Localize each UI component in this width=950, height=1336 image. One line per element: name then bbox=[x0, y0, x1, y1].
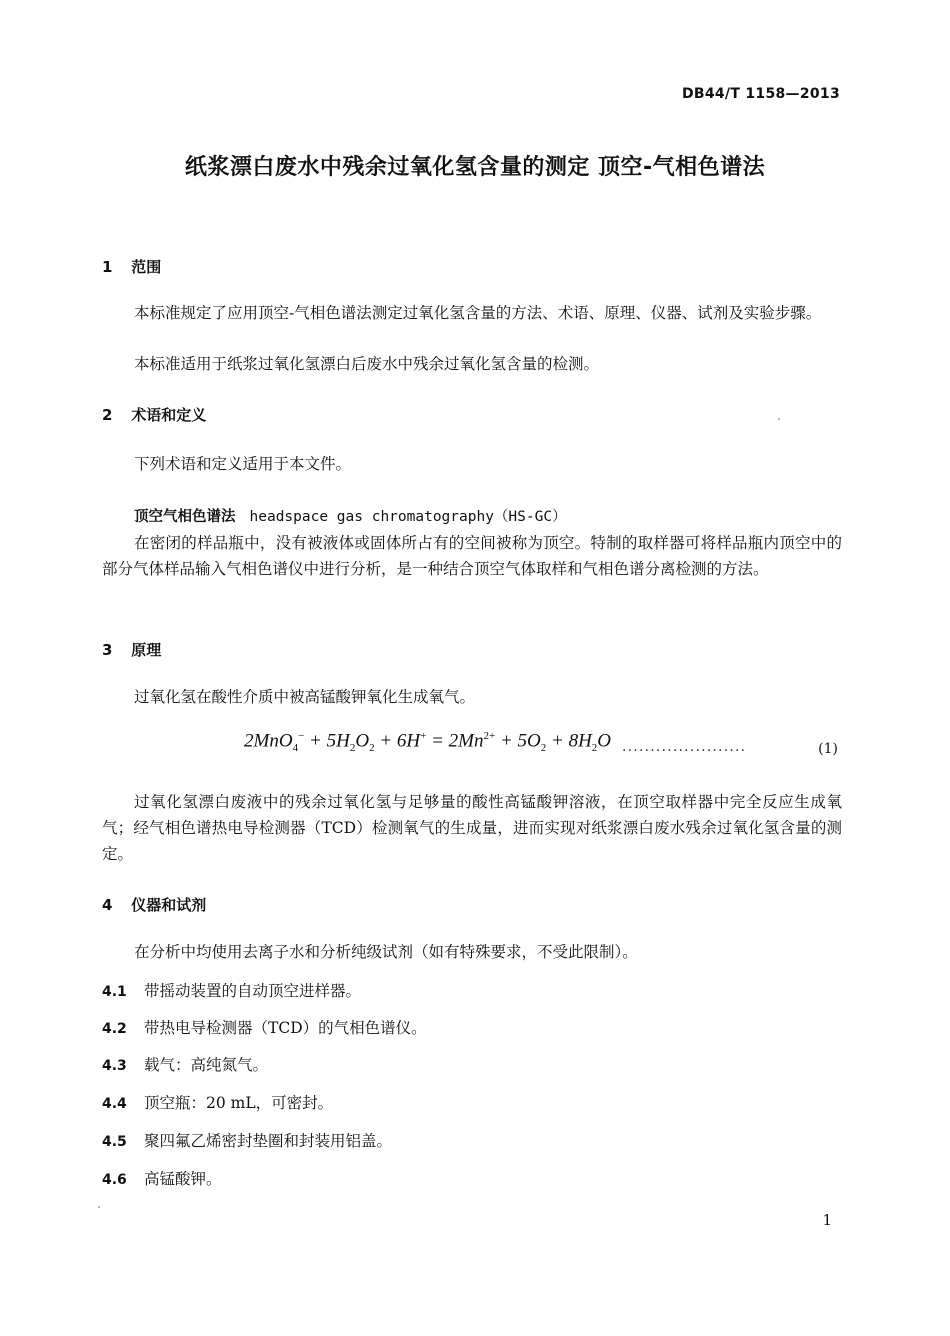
term-zh: 顶空气相色谱法 bbox=[134, 509, 236, 525]
paragraph: 本标准适用于纸浆过氧化氢漂白后废水中残余过氧化氢含量的检测。 bbox=[134, 355, 600, 373]
item-text: 聚四氟乙烯密封垫圈和封装用铝盖。 bbox=[144, 1132, 393, 1150]
paragraph: 在分析中均使用去离子水和分析纯级试剂（如有特殊要求，不受此限制）。 bbox=[134, 943, 638, 961]
section-number: 1 bbox=[102, 258, 113, 276]
item-number: 4.6 bbox=[102, 1172, 127, 1188]
paragraph: 下列术语和定义适用于本文件。 bbox=[134, 455, 352, 473]
section-number: 2 bbox=[102, 406, 113, 424]
page-number: 1 bbox=[822, 1211, 832, 1229]
list-item bbox=[102, 1129, 392, 1151]
standard-number: DB44/T 1158—2013 bbox=[681, 86, 840, 102]
document-title: 纸浆漂白废水中残余过氧化氢含量的测定 顶空-气相色谱法 bbox=[184, 155, 766, 180]
list-item bbox=[102, 1167, 222, 1189]
item-text: 载气：高纯氮气。 bbox=[144, 1056, 269, 1074]
equation-number: (1) bbox=[818, 741, 838, 757]
list-item bbox=[102, 1016, 427, 1038]
item-number: 4.1 bbox=[102, 984, 127, 1000]
section-title: 范围 bbox=[131, 258, 162, 276]
item-text: 高锰酸钾。 bbox=[144, 1170, 222, 1188]
item-text: 带摇动装置的自动顶空进样器。 bbox=[144, 982, 362, 1000]
item-text: 顶空瓶：20 mL，可密封。 bbox=[144, 1094, 334, 1112]
chemical-equation: $2MnO_4^- + 5H_2O_2 + 6H^+ = 2Mn^{2+} + 5O_2 + 8H_2O$ bbox=[244, 730, 612, 755]
section-4-heading bbox=[102, 894, 206, 915]
section-3-heading bbox=[102, 639, 161, 660]
list-item bbox=[102, 979, 361, 1001]
section-number: 3 bbox=[102, 641, 113, 659]
item-number: 4.5 bbox=[102, 1134, 127, 1150]
item-text: 带热电导检测器（TCD）的气相色谱仪。 bbox=[144, 1019, 427, 1037]
term-definition: 在密闭的样品瓶中，没有被液体或固体所占有的空间被称为顶空。特制的取样器可将样品瓶内顶空中的部分气体样品输入气相色谱仪中进行分析，是一种结合顶空气体取样和气相色谱分离检测的方法。 bbox=[102, 534, 842, 578]
term-entry bbox=[134, 505, 567, 526]
paragraph: 过氧化氢漂白废液中的残余过氧化氢与足够量的酸性高锰酸钾溶液，在顶空取样器中完全反应生成氧气；经气相色谱热电导检测器（TCD）检测氧气的生成量，进而实现对纸浆漂白废水残余过氧化氢含量的测定。 bbox=[102, 793, 842, 863]
scan-speck bbox=[778, 418, 780, 420]
list-item bbox=[102, 1091, 333, 1113]
paragraph: 过氧化氢在酸性介质中被高锰酸钾氧化生成氧气。 bbox=[134, 688, 476, 706]
list-item bbox=[102, 1053, 268, 1075]
paragraph: 本标准规定了应用顶空-气相色谱法测定过氧化氢含量的方法、术语、原理、仪器、试剂及实验步骤。 bbox=[134, 304, 822, 322]
scan-speck bbox=[98, 1206, 100, 1208]
section-number: 4 bbox=[102, 896, 113, 914]
section-2-heading bbox=[102, 404, 206, 425]
section-title: 术语和定义 bbox=[131, 406, 207, 424]
section-title: 仪器和试剂 bbox=[131, 896, 207, 914]
item-number: 4.3 bbox=[102, 1058, 127, 1074]
section-title: 原理 bbox=[131, 641, 162, 659]
term-en: headspace gas chromatography（HS-GC） bbox=[249, 509, 567, 525]
item-number: 4.2 bbox=[102, 1021, 127, 1037]
item-number: 4.4 bbox=[102, 1096, 127, 1112]
section-1-heading bbox=[102, 256, 161, 277]
equation-leader-dots: ...................... bbox=[622, 739, 747, 755]
